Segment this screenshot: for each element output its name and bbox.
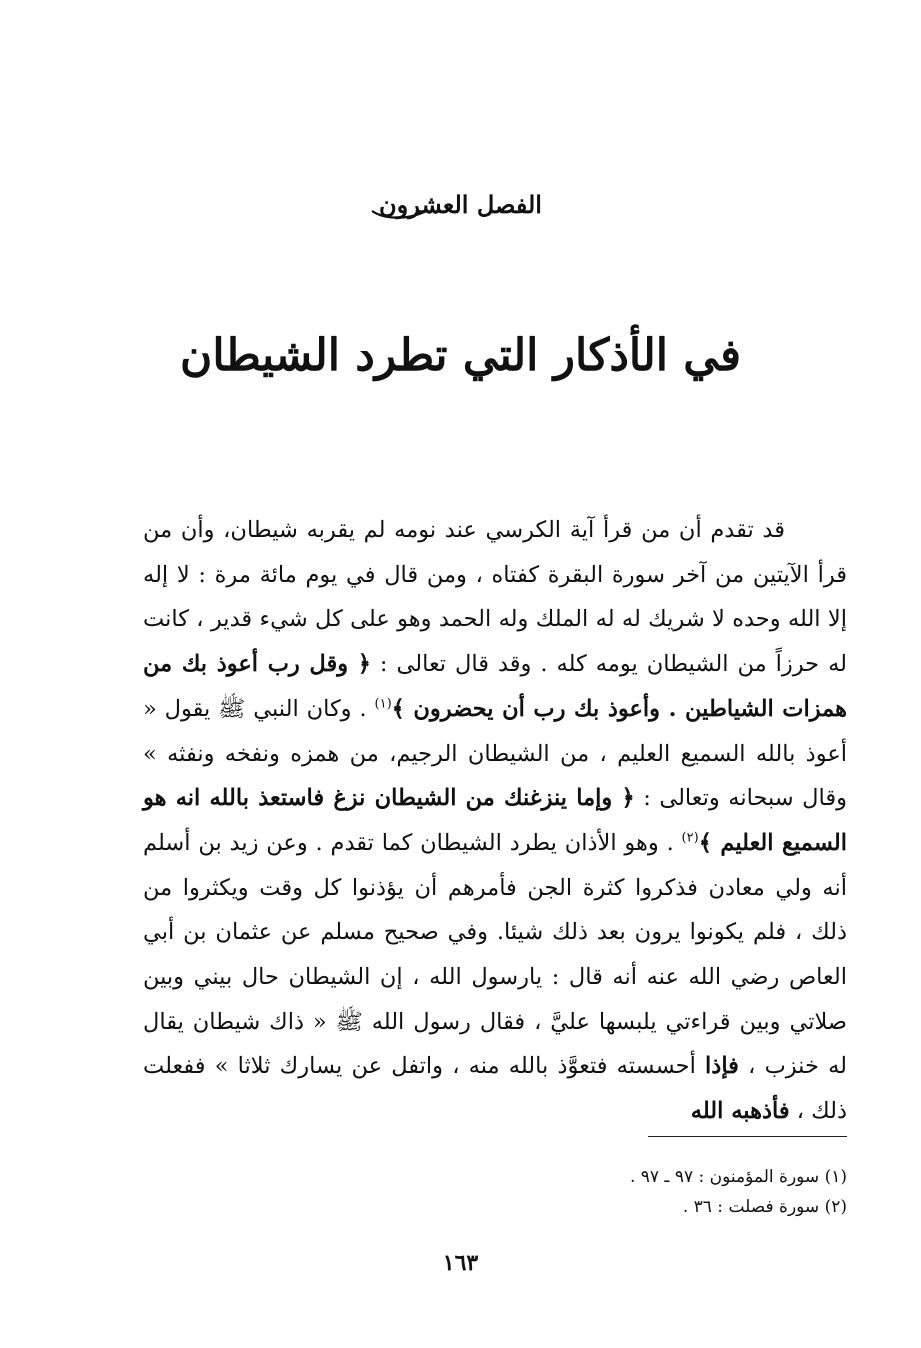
footnotes [143, 1162, 847, 1222]
body-sentence-4: أحسسته فتعوَّذ بالله منه ، واتفل عن يسارك ثلاثا » ففعلت ذلك ، [143, 1053, 847, 1125]
footnote-2: (٢) سورة فصلت : ٣٦ . [682, 1197, 847, 1217]
footnote-divider [648, 1136, 847, 1137]
quran-quote-2: ﴿ وإما ينزغنك من الشيطان نزغ فاستعذ بالله انه هو السميع العليم ﴾ [143, 785, 847, 856]
footnote-ref-1: (١) [374, 696, 392, 712]
footnote-ref-2: (٢) [681, 830, 699, 846]
body-text [143, 508, 847, 1134]
footnote-1: (١) سورة المؤمنون : ٩٧ ـ ٩٧ . [629, 1167, 847, 1187]
chapter-title: في الأذكار التي تطرد الشيطان [180, 330, 741, 381]
body-sentence-1: قد تقدم أن من قرأ آية الكرسي عند نومه لم يقربه شيطان، وأن من قرأ الآيتين من آخر سورة البقرة كفتاه ، ومن قال في يوم مائة مرة : لا إله إلا الله وحده لا شريك له له الملك وله الحمد وهو على كل شيء قدير ، كانت له حرزاً من الشيطان يومه كله . وقد قال تعالى : [143, 517, 847, 678]
body-sentence-2: . وكان النبي ﷺ يقول « أعوذ بالله السميع العليم ، من الشيطان الرجيم، من همزه ونفخه ونفثه » وقال سبحانه وتعالى : [143, 695, 847, 812]
body-bold-word-1: فإذا [705, 1053, 739, 1080]
quran-quote-1: ﴿ وقل رب أعوذ بك من همزات الشياطين . وأعوذ بك رب أن يحضرون ﴾ [143, 651, 847, 722]
body-paragraph [143, 508, 847, 1134]
page-number: ١٦٣ [442, 1250, 479, 1276]
body-bold-word-2: فأذهبه الله [690, 1098, 790, 1125]
chapter-flourish [370, 206, 430, 220]
chapter-heading: الفصل العشرون [379, 190, 542, 219]
body-sentence-3: . وهو الأذان يطرد الشيطان كما تقدم . وعن زيد بن أسلم أنه ولي معادن فذكروا كثرة الجن فأمرهم أن يؤذنوا كل وقت ويكثروا من ذلك ، فلم يكونوا يرون بعد ذلك شيئا. وفي صحيح مسلم عن عثمان بن أبي العاص رضي الله عنه أنه قال : يارسول الله ، إن الشيطان حال بيني وبين صلاتي وبين قراءتي يلبسها عليَّ ، فقال رسول الله ﷺ « ذاك شيطان يقال له خنزب ، [143, 829, 847, 1080]
